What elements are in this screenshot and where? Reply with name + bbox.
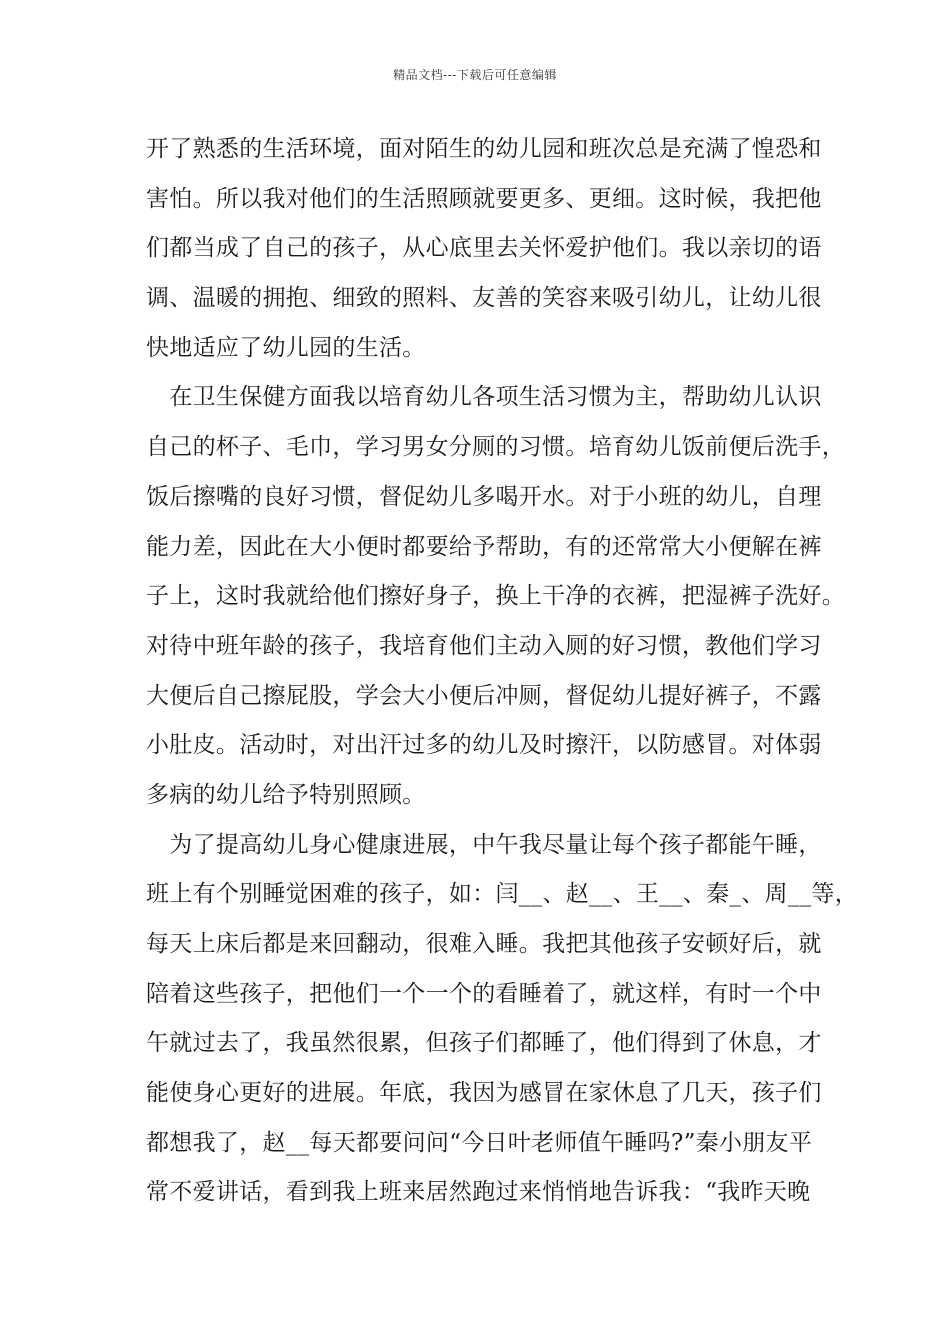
text-line: 陪着这些孩子，把他们一个一个的看睡着了，就这样，有时一个中 xyxy=(146,980,822,1007)
text-line: 为了提高幼儿身心健康进展，中午我尽量让每个孩子都能午睡， xyxy=(146,831,822,858)
text-line: 每天上床后都是来回翻动，很难入睡。我把其他孩子安顿好后，就 xyxy=(146,931,822,957)
text-line: 们都当成了自己的孩子，从心底里去关怀爱护他们。我以亲切的语 xyxy=(146,235,822,262)
text-line: 快地适应了幼儿园的生活。 xyxy=(146,334,426,361)
text-line: 在卫生保健方面我以培育幼儿各项生活习惯为主，帮助幼儿认识 xyxy=(146,384,822,411)
text-line: 子上，这时我就给他们擦好身子，换上干净的衣裤，把湿裤子洗好。 xyxy=(146,583,845,610)
text-line: 开了熟悉的生活环境，面对陌生的幼儿园和班次总是充满了惶恐和 xyxy=(146,136,822,162)
text-line: 对待中班年龄的孩子，我培育他们主动入厕的好习惯，教他们学习 xyxy=(146,632,822,659)
text-line: 饭后擦嘴的良好习惯，督促幼儿多喝开水。对于小班的幼儿，自理 xyxy=(146,483,822,510)
text-line: 调、温暖的拥抱、细致的照料、友善的笑容来吸引幼儿，让幼儿很 xyxy=(146,285,822,312)
text-line: 大便后自己擦屁股，学会大小便后冲厕，督促幼儿提好裤子，不露 xyxy=(146,682,822,709)
text-line: 班上有个别睡觉困难的孩子，如：闫__、赵__、王__、秦_、周__等， xyxy=(146,881,858,908)
text-line: 都想我了，赵__每天都要问问“今日叶老师值午睡吗?”秦小朋友平 xyxy=(146,1129,813,1156)
page-header: 精品文档---下载后可任意编辑 xyxy=(393,68,557,82)
text-line: 常不爱讲话，看到我上班来居然跑过来悄悄地告诉我：“我昨天晚 xyxy=(146,1179,811,1206)
text-line: 害怕。所以我对他们的生活照顾就要更多、更细。这时候，我把他 xyxy=(146,185,822,212)
text-line: 小肚皮。活动时，对出汗过多的幼儿及时擦汗，以防感冒。对体弱 xyxy=(146,732,822,759)
text-line: 多病的幼儿给予特别照顾。 xyxy=(146,781,426,808)
text-line: 能力差，因此在大小便时都要给予帮助，有的还常常大小便解在裤 xyxy=(146,533,822,560)
text-line: 午就过去了，我虽然很累，但孩子们都睡了，他们得到了休息，才 xyxy=(146,1030,822,1057)
document-body xyxy=(146,125,858,1218)
text-line: 自己的杯子、毛巾，学习男女分厕的习惯。培育幼儿饭前便后洗手， xyxy=(146,434,845,461)
text-line: 能使身心更好的进展。年底，我因为感冒在家休息了几天，孩子们 xyxy=(146,1080,822,1107)
